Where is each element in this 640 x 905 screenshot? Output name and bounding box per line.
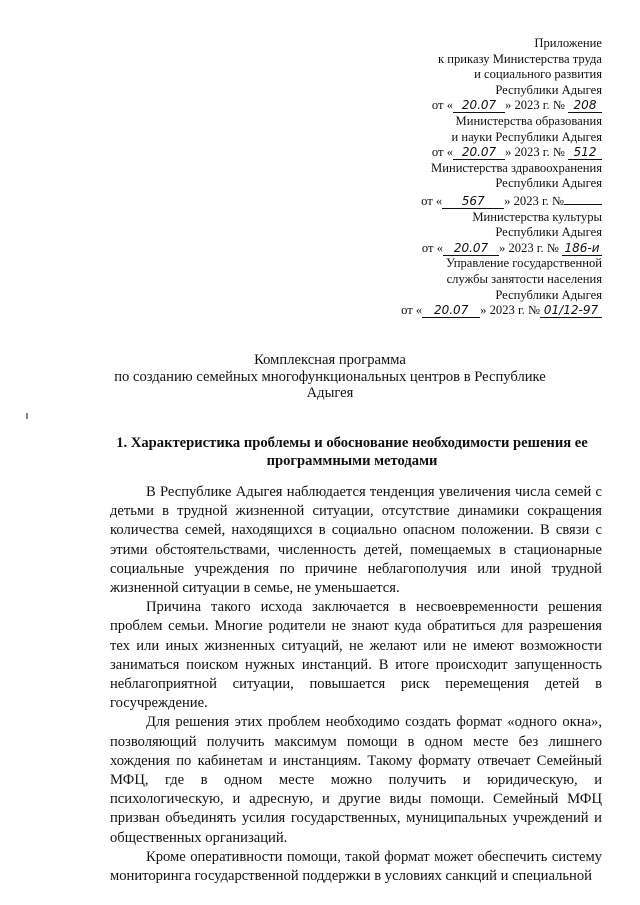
attachment-line: службы занятости населения [446,271,602,286]
program-title-line: Адыгея [306,385,354,402]
handwritten-number: 186-и [562,241,602,256]
attachment-block [362,36,602,319]
date-prefix: от « [431,98,453,113]
handwritten-number: 208 [568,98,602,113]
order-date-line [362,192,602,210]
attachment-line: к приказу Министерства труда [437,51,602,66]
handwritten-date: 20.07 [422,303,480,318]
attachment-line: Министерства культуры [472,209,602,224]
attachment-line: Республики Адыгея [495,287,602,302]
date-suffix: » 2023 г. № [499,240,559,255]
handwritten-date: 20.07 [443,241,499,256]
program-title-line: Комплексная программа [254,352,406,368]
handwritten-date: 567 [442,194,504,209]
attachment-line: Приложение [534,36,602,50]
handwritten-date: 20.07 [453,145,505,160]
section-heading [112,434,592,470]
date-suffix: » 2023 г. № [480,303,540,318]
attachment-line: Республики Адыгея [495,82,602,97]
scan-edge-mark [26,413,28,419]
blank-number-line [564,192,602,205]
date-suffix: » 2023 г. № [504,193,564,208]
attachment-line: и социального развития [474,67,602,82]
order-date-line [362,241,602,257]
handwritten-date: 20.07 [453,98,505,113]
attachment-line: Управление государственной [445,256,602,271]
date-suffix: » 2023 г. № [505,145,565,160]
attachment-line: и науки Республики Адыгея [451,129,602,144]
section-heading-line: программными методами [266,453,438,469]
program-title-line: по созданию семейных многофункциональных центров в Республике [114,368,546,385]
attachment-line: Министерства здравоохранения [431,160,602,175]
date-prefix: от « [421,240,443,255]
body-paragraph: В Республике Адыгея наблюдается тенденция увеличения числа семей с детьми в трудной жизненной ситуации, отсутствие динамики сокращения количества семей, находящихся в социально опасном положении. В связи с этими обстоятельствами, численность детей, помещаемых в стационарные социальные учреждения по причине неблагополучия или иной трудной жизненной ситуации в семье, не уменьшается. [110,484,602,597]
handwritten-number: 01/12-97 [540,303,602,318]
attachment-line: Республики Адыгея [495,176,602,191]
body-paragraph: Для решения этих проблем необходимо создать формат «одного окна», позволяющий получить максимум помощи в одном месте без лишнего хождения по кабинетам и инстанциям. Такому формату отвечает Семейный МФЦ, где в одном месте можно получить и юридическую, и психологическую, и адресную, и другие виды помощи. Семейный МФЦ призван объединять усилия государственных, муниципальных учреждений и общественных организаций. [110,714,602,846]
date-prefix: от « [401,303,423,318]
attachment-line: Министерства образования [455,113,602,128]
date-prefix: от « [421,193,443,208]
order-date-line [362,303,602,319]
body-paragraph: Кроме оперативности помощи, такой формат может обеспечить систему мониторинга государственной поддержки в условиях санкций и специальной [110,848,602,885]
attachment-line: Республики Адыгея [495,225,602,240]
section-heading-line: 1. Характеристика проблемы и обоснование необходимости решения ее [116,435,588,451]
body-paragraph: Причина такого исхода заключается в несвоевременности решения проблем семьи. Многие родители не знают куда обратиться для разрешения тех или иных жизненных ситуаций, не желают или не имеют возможности заниматься поиском нужных инстанций. В итоге происходит запущенность неблагоприятной ситуации, повышается риск перемещения детей в госучреждение. [110,599,602,712]
date-prefix: от « [431,145,453,160]
order-date-line [362,145,602,161]
date-suffix: » 2023 г. № [505,98,565,113]
document-body [110,483,602,886]
handwritten-number: 512 [568,145,602,160]
order-date-line [362,98,602,114]
program-title [110,352,550,402]
